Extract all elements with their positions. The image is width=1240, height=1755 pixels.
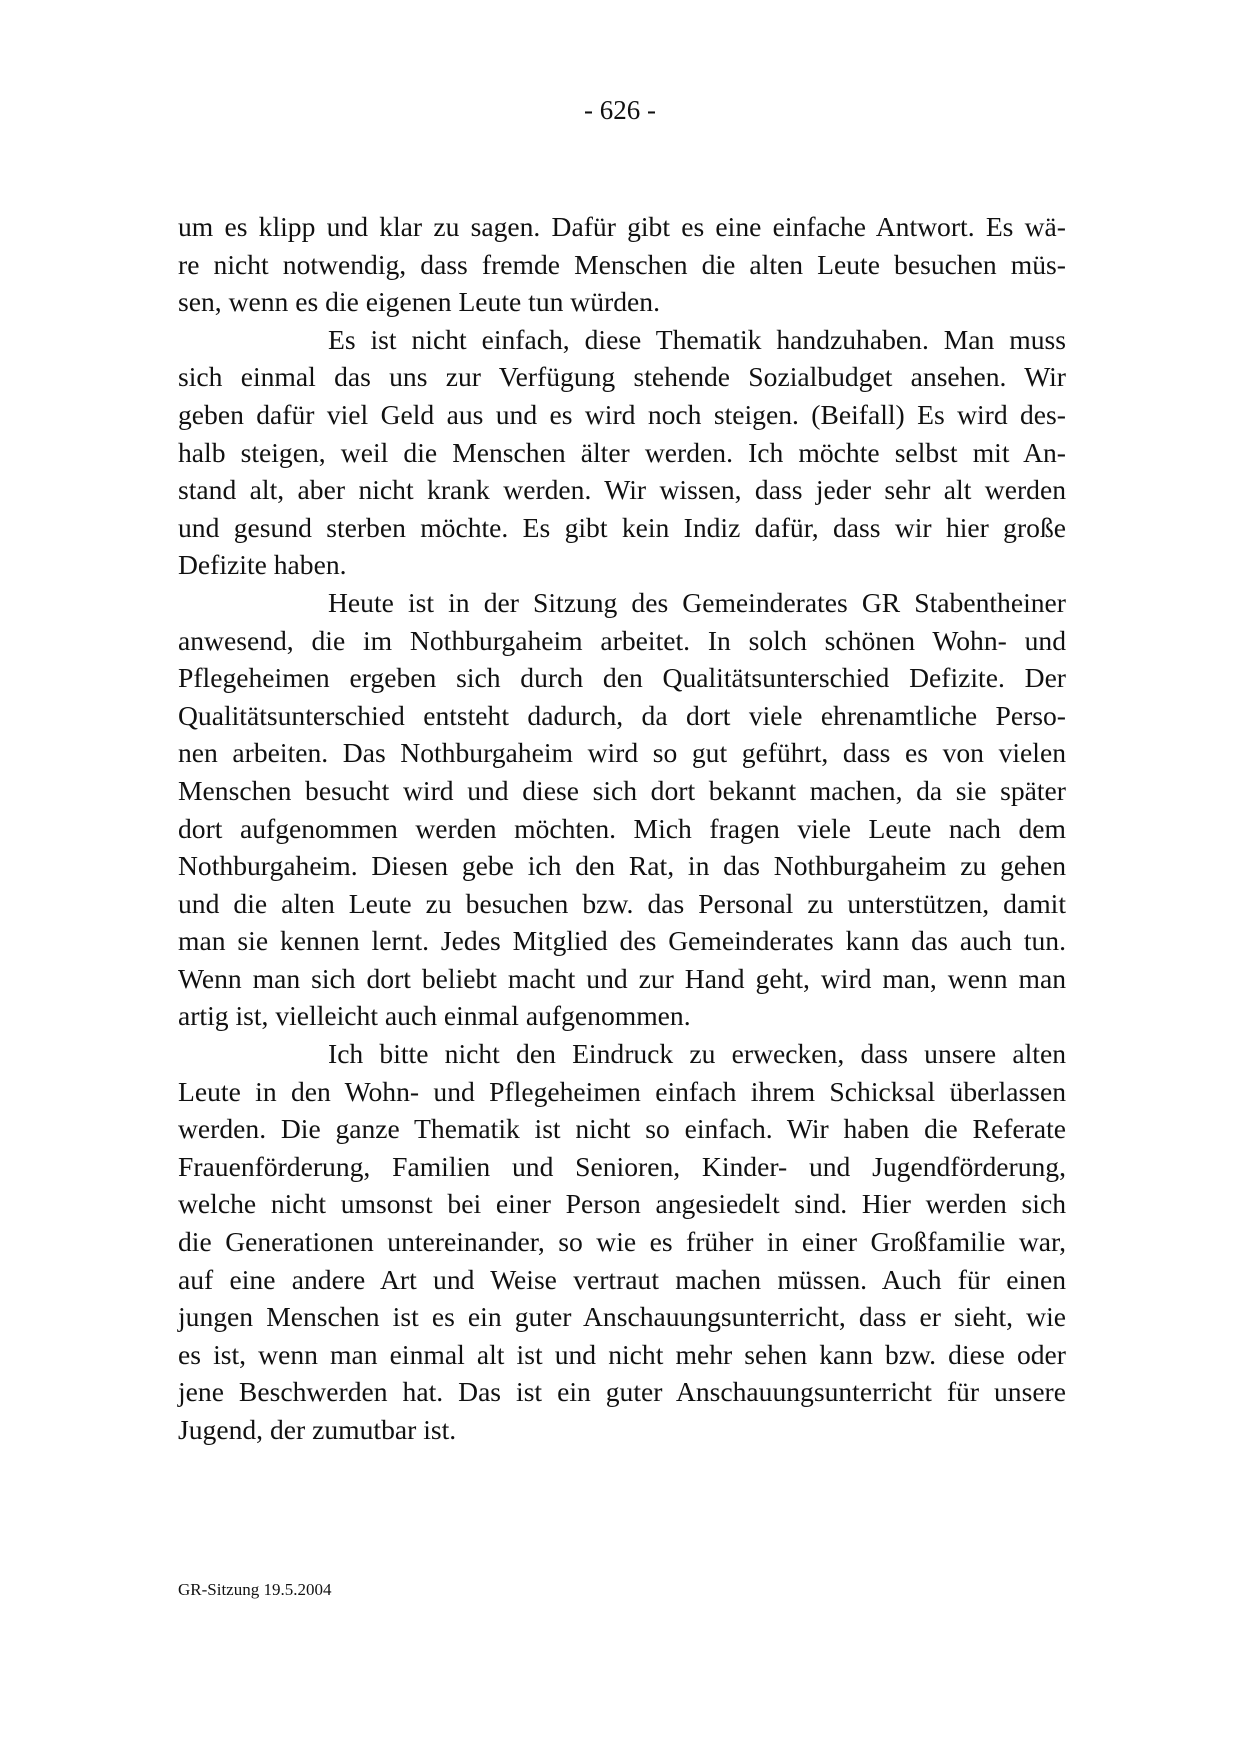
text-line: sich einmal das uns zur Verfügung stehende Sozialbudget ansehen. Wir [178,361,1066,393]
text-line: jene Beschwerden hat. Das ist ein guter Anschauungsunterricht für unsere [178,1376,1066,1408]
text-line: anwesend, die im Nothburgaheim arbeitet. In solch schönen Wohn- und [178,624,1066,656]
text-line: stand alt, aber nicht krank werden. Wir wissen, dass jeder sehr alt werden [178,474,1066,506]
text-line: re nicht notwendig, dass fremde Menschen die alten Leute besuchen müs- [178,248,1066,280]
text-line: die Generationen untereinander, so wie es früher in einer Großfamilie war, [178,1226,1066,1258]
text-line: nen arbeiten. Das Nothburgaheim wird so gut geführt, dass es von vielen [178,737,1066,769]
text-line: Jugend, der zumutbar ist. [178,1414,457,1445]
text-line: Nothburgaheim. Diesen gebe ich den Rat, in das Nothburgaheim zu gehen [178,850,1066,882]
text-line: werden. Die ganze Thematik ist nicht so einfach. Wir haben die Referate [178,1113,1066,1145]
text-line: Es ist nicht einfach, diese Thematik handzuhaben. Man muss [328,323,1066,355]
text-line: Wenn man sich dort beliebt macht und zur Hand geht, wird man, wenn man [178,962,1066,994]
text-line: halb steigen, weil die Menschen älter werden. Ich möchte selbst mit An- [178,436,1066,468]
text-line: dort aufgenommen werden möchten. Mich fragen viele Leute nach dem [178,812,1066,844]
paragraph [178,321,1066,584]
text-line: und gesund sterben möchte. Es gibt kein Indiz dafür, dass wir hier große [178,511,1066,543]
text-line: man sie kennen lernt. Jedes Mitglied des Gemeinderates kann das auch tun. [178,925,1066,957]
text-line: Pflegeheimen ergeben sich durch den Qualitätsunterschied Defizite. Der [178,662,1066,694]
text-line: Qualitätsunterschied entsteht dadurch, da dort viele ehrenamtliche Perso- [178,699,1066,731]
text-line: jungen Menschen ist es ein guter Anschauungsunterricht, dass er sieht, wie [178,1301,1066,1333]
text-line: Menschen besucht wird und diese sich dort bekannt machen, da sie später [178,774,1066,806]
paragraph [178,208,1066,321]
text-line: es ist, wenn man einmal alt ist und nicht mehr sehen kann bzw. diese oder [178,1338,1066,1370]
text-line: und die alten Leute zu besuchen bzw. das Personal zu unterstützen, damit [178,887,1066,919]
text-line: welche nicht umsonst bei einer Person angesiedelt sind. Hier werden sich [178,1188,1066,1220]
text-line: auf eine andere Art und Weise vertraut machen müssen. Auch für einen [178,1263,1066,1295]
text-line: Leute in den Wohn- und Pflegeheimen einfach ihrem Schicksal überlassen [178,1075,1066,1107]
text-line: um es klipp und klar zu sagen. Dafür gibt es eine einfache Antwort. Es wä- [178,211,1066,242]
text-line: Ich bitte nicht den Eindruck zu erwecken, dass unsere alten [328,1038,1066,1070]
paragraph [178,584,1066,1035]
page-number: - 626 - [584,95,656,125]
text-line: Frauenförderung, Familien und Senioren, Kinder- und Jugendförderung, [178,1150,1066,1182]
paragraph [178,1035,1066,1449]
footer-session-date: GR-Sitzung 19.5.2004 [178,1580,332,1599]
document-body [178,208,1066,1449]
text-line: Heute ist in der Sitzung des Gemeinderates GR Stabentheiner [328,586,1066,618]
text-line: sen, wenn es die eigenen Leute tun würden. [178,286,660,318]
text-line: artig ist, vielleicht auch einmal aufgenommen. [178,1000,691,1032]
text-line: geben dafür viel Geld aus und es wird noch steigen. (Beifall) Es wird des- [178,398,1066,430]
text-line: Defizite haben. [178,549,347,581]
